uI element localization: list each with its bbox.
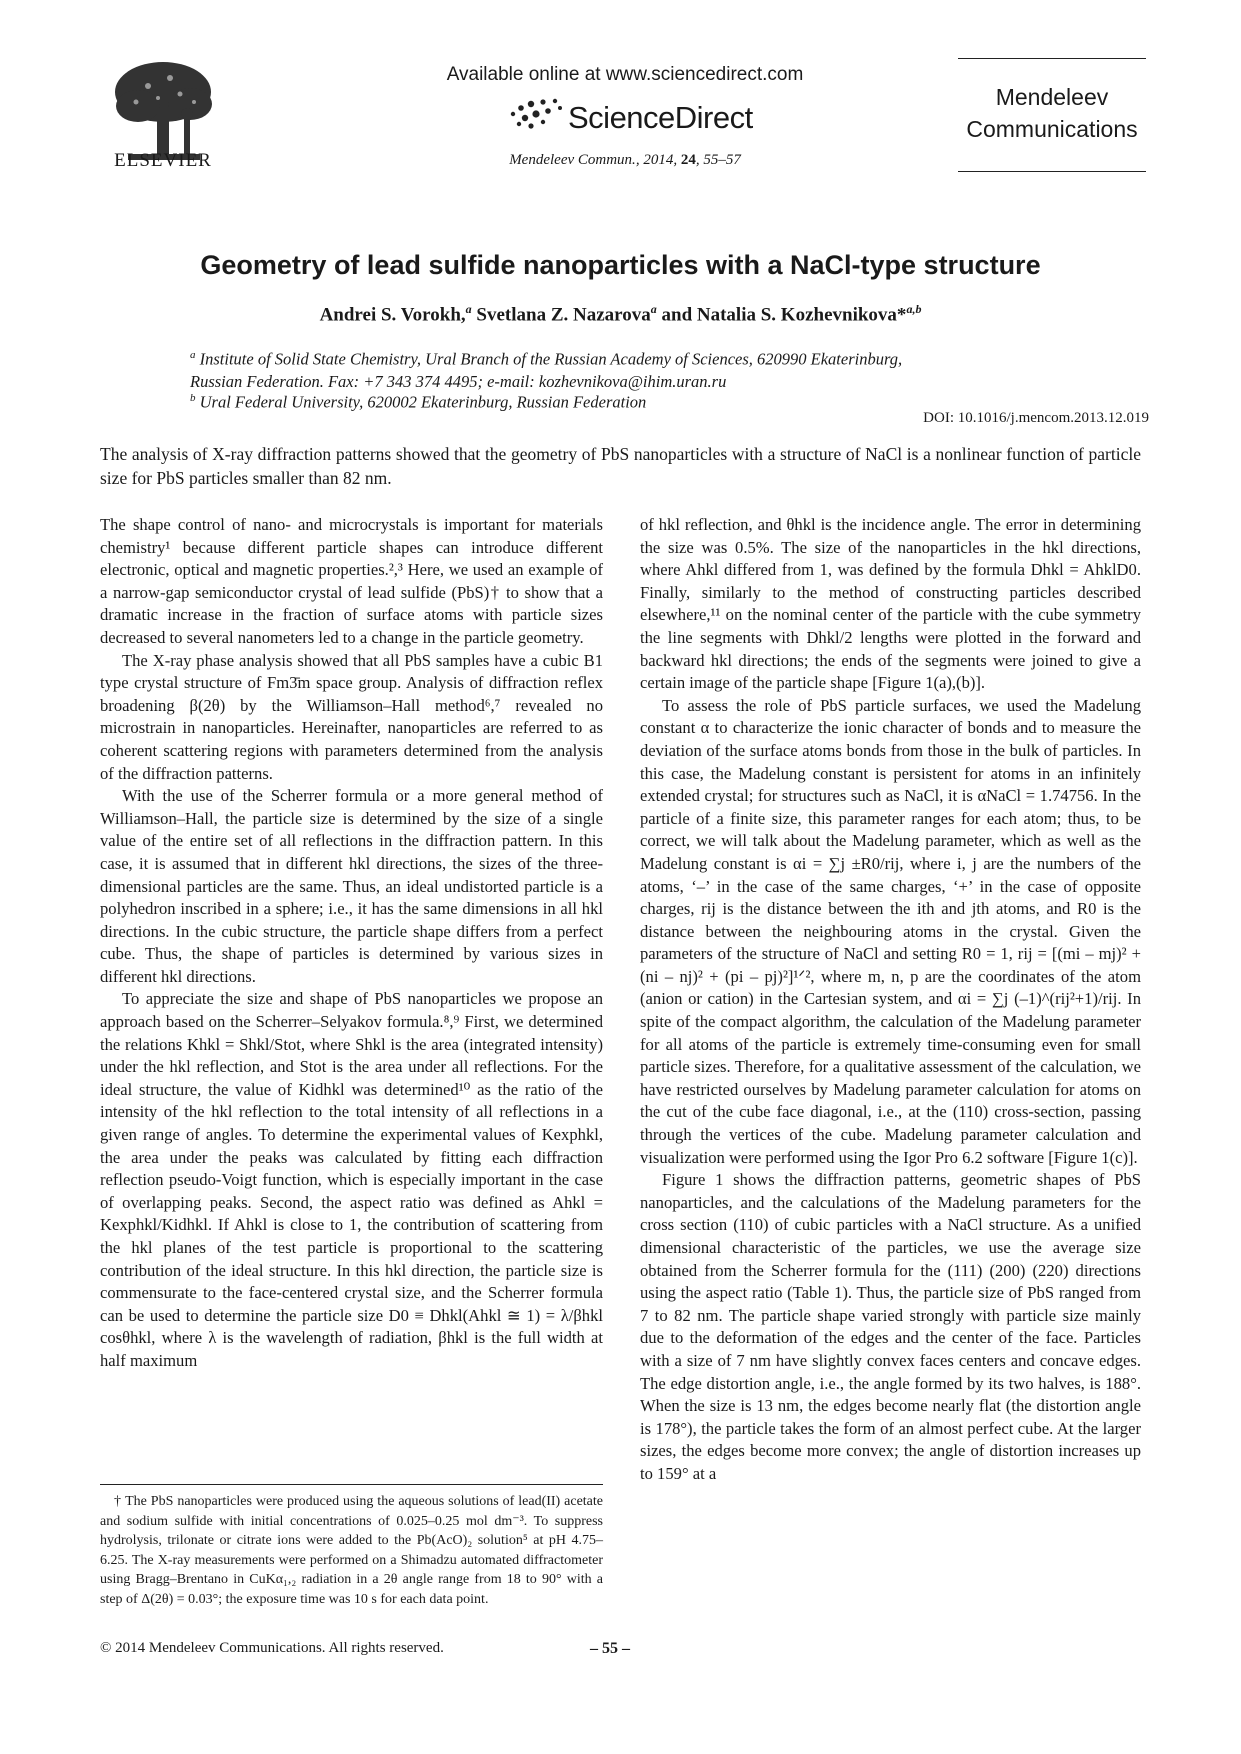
journal-name-line1: Mendeleev — [995, 84, 1109, 110]
sciencedirect-logo: ScienceDirect — [568, 100, 753, 135]
author-3: and Natalia S. Kozhevnikova* — [656, 304, 907, 326]
journal-citation: Mendeleev Commun., 2014, 24, 55–57 — [509, 152, 741, 168]
body-column-right — [640, 514, 1141, 1486]
paragraph: Figure 1 shows the diffraction patterns, geometric shapes of PbS nanoparticles, and the calculations of the Madelung parameters for the cross section (110) of cubic particles with a NaCl structure. As a unified dimensional characteristic of the particles, we use the average size obtained from the Scherrer formula for the (111) (200) (220) directions using the aspect ratio (Table 1). Thus, the particle size of PbS ranged from 7 to 82 nm. The particle shape varied strongly with particle size mainly due to the deformation of the edges and the center of the face. Particles with a size of 7 nm have slightly convex faces centers and concave edges. The edge distortion angle, i.e., the angle formed by its two halves, is 188°. When the size is 13 nm, the edges become nearly flat (the distortion angle is 178°), the particle takes the form of an almost perfect cube. At the larger sizes, the edges become more convex; the angle of distortion increases up to 159° at a — [640, 1170, 1141, 1483]
paragraph: To appreciate the size and shape of PbS nanoparticles we propose an approach based on the Scherrer–Selyakov formula.⁸,⁹ First, we determined the relations Khkl = Shkl/Stot, where Shkl is the area (integrated intensity) under the hkl reflection, and Stot is the area under all reflections. For the ideal structure, the value of Kidhkl was determined¹⁰ as the ratio of the intensity of the hkl reflection to the total intensity of all reflections in a given range of angles. To determine the experimental values of Kexphkl, the area under the peaks was calculated by fitting each diffraction reflection pseudo-Voigt function, which is especially important in the case of overlapping peaks. Second, the aspect ratio was defined as Ahkl = Kexphkl/Kidhkl. If Ahkl is close to 1, the contribution of scattering from the hkl planes of the test particle is proportional to the scattering contribution of the ideal structure. In this hkl direction, the particle size is commensurate to the face-centered crystal size, and the Scherrer formula can be used to determine the particle size D0 ≡ Dhkl(Ahkl ≅ 1) = λ/βhkl cosθhkl, where λ is the wavelength of radiation, βhkl is the full width at half maximum — [100, 989, 603, 1370]
footnote-divider — [100, 1484, 603, 1485]
article-title: Geometry of lead sulfide nanoparticles with a NaCl-type structure — [200, 250, 1041, 280]
paragraph: of hkl reflection, and θhkl is the incidence angle. The error in determining the size was 0.5%. The size of the nanoparticles in the hkl directions, where Ahkl differed from 1, was defined by the formula Dhkl = AhklD0. Finally, similarly to the method of constructing particles described elsewhere,¹¹ on the nominal center of the particle with the cube symmetry the line segments with Dhkl/2 lengths were plotted in the forward and backward hkl directions; the ends of the segments were joined to give a certain image of the particle shape [Figure 1(a),(b)]. — [640, 515, 1141, 693]
author-2: Svetlana Z. Nazarova — [471, 304, 651, 326]
author-1: Andrei S. Vorokh, — [319, 304, 466, 326]
footnote: † The PbS nanoparticles were produced using the aqueous solutions of lead(II) acetate and sodium sulfide with initial concentrations of 0.025–0.25 mol dm⁻³. To suppress hydrolysis, trilonate or citrate ions were added to the Pb(AcO)₂ solution⁵ at pH 4.75–6.25. The X-ray measurements were performed on a Shimadzu automated diffractometer using Bragg–Brentano in CuKα₁,₂ radiation in a 2θ angle range from 18 to 90° with a step of Δ(2θ) = 0.03°; the exposure time was 10 s for each data point. — [100, 1494, 603, 1607]
paragraph: The X-ray phase analysis showed that all PbS samples have a cubic B1 type crystal structure of Fm3̄m space group. Analysis of diffraction reflex broadening β(2θ) by the Williamson–Hall method⁶,⁷ revealed no microstrain in nanoparticles. Hereinafter, nanoparticles are referred to as coherent scattering regions with parameters determined from the analysis of the diffraction patterns. — [100, 650, 603, 783]
body-column-left — [100, 514, 603, 1373]
abstract: The analysis of X-ray diffraction patterns showed that the geometry of PbS nanoparticles with a structure of NaCl is a nonlinear function of particle size for PbS particles smaller than 82 nm. — [100, 444, 1141, 488]
affiliation-b: $^b$ Ural Federal University, 620002 Ekaterinburg, Russian Federation — [190, 392, 647, 412]
copyright-notice: © 2014 Mendeleev Communications. All rights reserved. — [100, 1640, 444, 1656]
page-number: – 55 – — [590, 1640, 630, 1657]
paragraph: With the use of the Scherrer formula or a more general method of Williamson–Hall, the particle size is determined by the size of a single value of the entire set of all reflections in the diffraction pattern. In this case, it is assumed that in different hkl directions, the sizes of the three-dimensional particles are the same. Thus, an ideal undistorted particle is a polyhedron inscribed in a sphere; i.e., it has the same dimensions in all hkl directions. In the cubic structure, the particle shape differs from a perfect cube. Thus, the shape of particles is determined by various sizes in different hkl directions. — [100, 786, 603, 986]
affiliation-a: $^a$ Institute of Solid State Chemistry, Ural Branch of the Russian Academy of Sciences, 620990 Ekaterinburg, Russian Federation. Fax: +7 343 374 4495; e-mail: kozhevnikova@ihim.uran.ru — [190, 349, 903, 391]
available-online-text[interactable]: Available online at www.sciencedirect.com — [446, 64, 804, 85]
journal-name-line2: Communications — [966, 116, 1138, 142]
elsevier-wordmark: ELSEVIER — [114, 150, 212, 171]
sciencedirect-dots-icon — [505, 96, 567, 132]
doi[interactable]: DOI: 10.1016/j.mencom.2013.12.019 — [923, 410, 1149, 426]
journal-name-box — [958, 58, 1146, 172]
paragraph: To assess the role of PbS particle surfaces, we used the Madelung constant α to characterize the ionic character of bonds and to measure the deviation of the surface atoms bonds from those in the bulk of particles. In this case, the Madelung constant is persistent for atoms in an infinitely extended crystal; for structures such as NaCl, it is αNaCl = 1.74756. In the particle of a finite size, this parameter ranges for each atom; thus, to be correct, we will talk about the Madelung parameter, which as well as the Madelung constant is αi = ∑j ±R0/rij, where i, j are the numbers of the atoms, ‘–’ in the case of the same charges, ‘+’ in the case of opposite charges, rij is the distance between the ith and jth atoms, and R0 is the distance between the neighbouring atoms in the crystal. Given the parameters of the structure of NaCl and setting R0 = 1, rij = [(mi – mj)² + (ni – nj)² + (pi – pj)²]¹ᐟ², where m, n, p are the coordinates of the atom (anion or cation) in the Cartesian system, and αi = ∑j (–1)^(rij²+1)/rij. In spite of the compact algorithm, the calculation of the Madelung parameter for all atoms of the particle is extremely time-consuming even for small particle sizes. Therefore, for a qualitative assessment of the calculation, we have restricted ourselves by Madelung parameter calculation for atoms on the cut of the cube face diagonal, i.e., at the (110) cross-section, passing through the vertices of the cube. Madelung parameter calculation and visualization were performed using the Igor Pro 6.2 software [Figure 1(c)]. — [640, 695, 1141, 1167]
author-list: Andrei S. Vorokh,$^a$ Svetlana Z. Nazarova$^a$ and Natalia S. Kozhevnikova*$^{a,b}$ — [319, 302, 922, 326]
paragraph: The shape control of nano- and microcrystals is important for materials chemistry¹ because different particle shapes can introduce different electronic, optical and magnetic properties.²,³ Here, we used an example of a narrow-gap semiconductor crystal of lead sulfide (PbS)† to show that a dramatic increase in the fraction of surface atoms with particle sizes decreased to several nanometers led to a change in the particle geometry. — [100, 515, 603, 647]
